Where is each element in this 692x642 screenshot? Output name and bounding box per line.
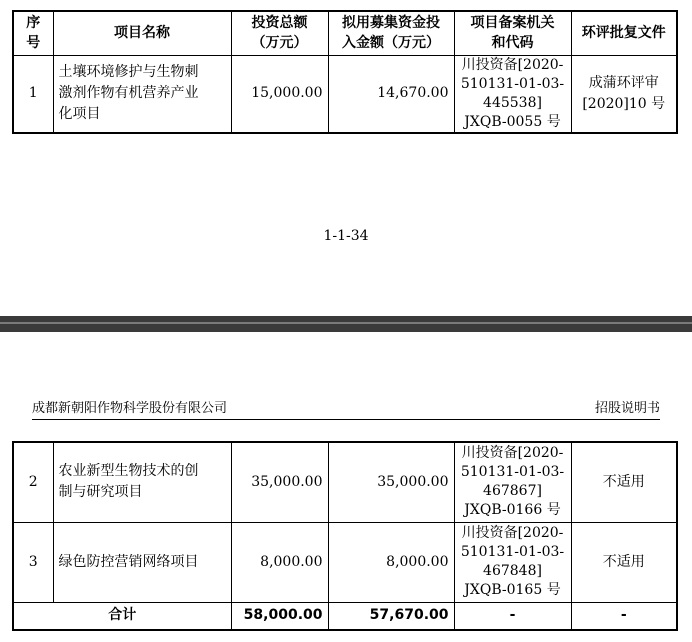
- row-filing: 川投资备[2020- 510131-01-03- 467867] JXQB-0166 号: [454, 442, 571, 522]
- document-type: 招股说明书: [594, 401, 660, 416]
- total-row: [13, 602, 677, 630]
- page-number: 1-1-34: [323, 228, 369, 244]
- total-env: -: [571, 602, 677, 630]
- total-raised: 57,670.00: [328, 602, 454, 630]
- total-total: 58,000.00: [231, 602, 328, 630]
- table-header-row: [13, 11, 677, 55]
- row-raised: 8,000.00: [328, 522, 454, 602]
- col-header-name: 项目名称: [53, 11, 231, 55]
- page-break-line: [0, 322, 692, 324]
- col-header-seq: 序 号: [13, 11, 53, 55]
- table-row: [13, 442, 677, 522]
- row-env: 不适用: [571, 442, 677, 522]
- running-header: [32, 397, 660, 420]
- projects-table-top: [12, 10, 678, 134]
- row-total: 8,000.00: [231, 522, 328, 602]
- col-header-total: 投资总额 （万元）: [231, 11, 328, 55]
- row-seq: 2: [13, 442, 53, 522]
- total-label: 合计: [13, 602, 231, 630]
- row-name: 土壤环境修护与生物刺 激剂作物有机营养产业 化项目: [53, 55, 231, 133]
- page-break-divider: [0, 316, 692, 332]
- row-env: 不适用: [571, 522, 677, 602]
- row-seq: 3: [13, 522, 53, 602]
- projects-table-bottom: [12, 441, 678, 631]
- col-header-raised: 拟用募集资金投 入金额（万元）: [328, 11, 454, 55]
- company-name: 成都新朝阳作物科学股份有限公司: [32, 401, 228, 416]
- row-total: 15,000.00: [231, 55, 328, 133]
- row-name: 绿色防控营销网络项目: [53, 522, 231, 602]
- row-raised: 35,000.00: [328, 442, 454, 522]
- table-row: [13, 522, 677, 602]
- col-header-env: 环评批复文件: [571, 11, 677, 55]
- row-name: 农业新型生物技术的创 制与研究项目: [53, 442, 231, 522]
- row-total: 35,000.00: [231, 442, 328, 522]
- row-filing: 川投资备[2020- 510131-01-03- 445538] JXQB-0055 号: [454, 55, 571, 133]
- table-row: [13, 55, 677, 133]
- row-seq: 1: [13, 55, 53, 133]
- row-raised: 14,670.00: [328, 55, 454, 133]
- col-header-filing: 项目备案机关 和代码: [454, 11, 571, 55]
- row-filing: 川投资备[2020- 510131-01-03- 467848] JXQB-0165 号: [454, 522, 571, 602]
- row-env: 成蒲环评审 [2020]10 号: [571, 55, 677, 133]
- total-filing: -: [454, 602, 571, 630]
